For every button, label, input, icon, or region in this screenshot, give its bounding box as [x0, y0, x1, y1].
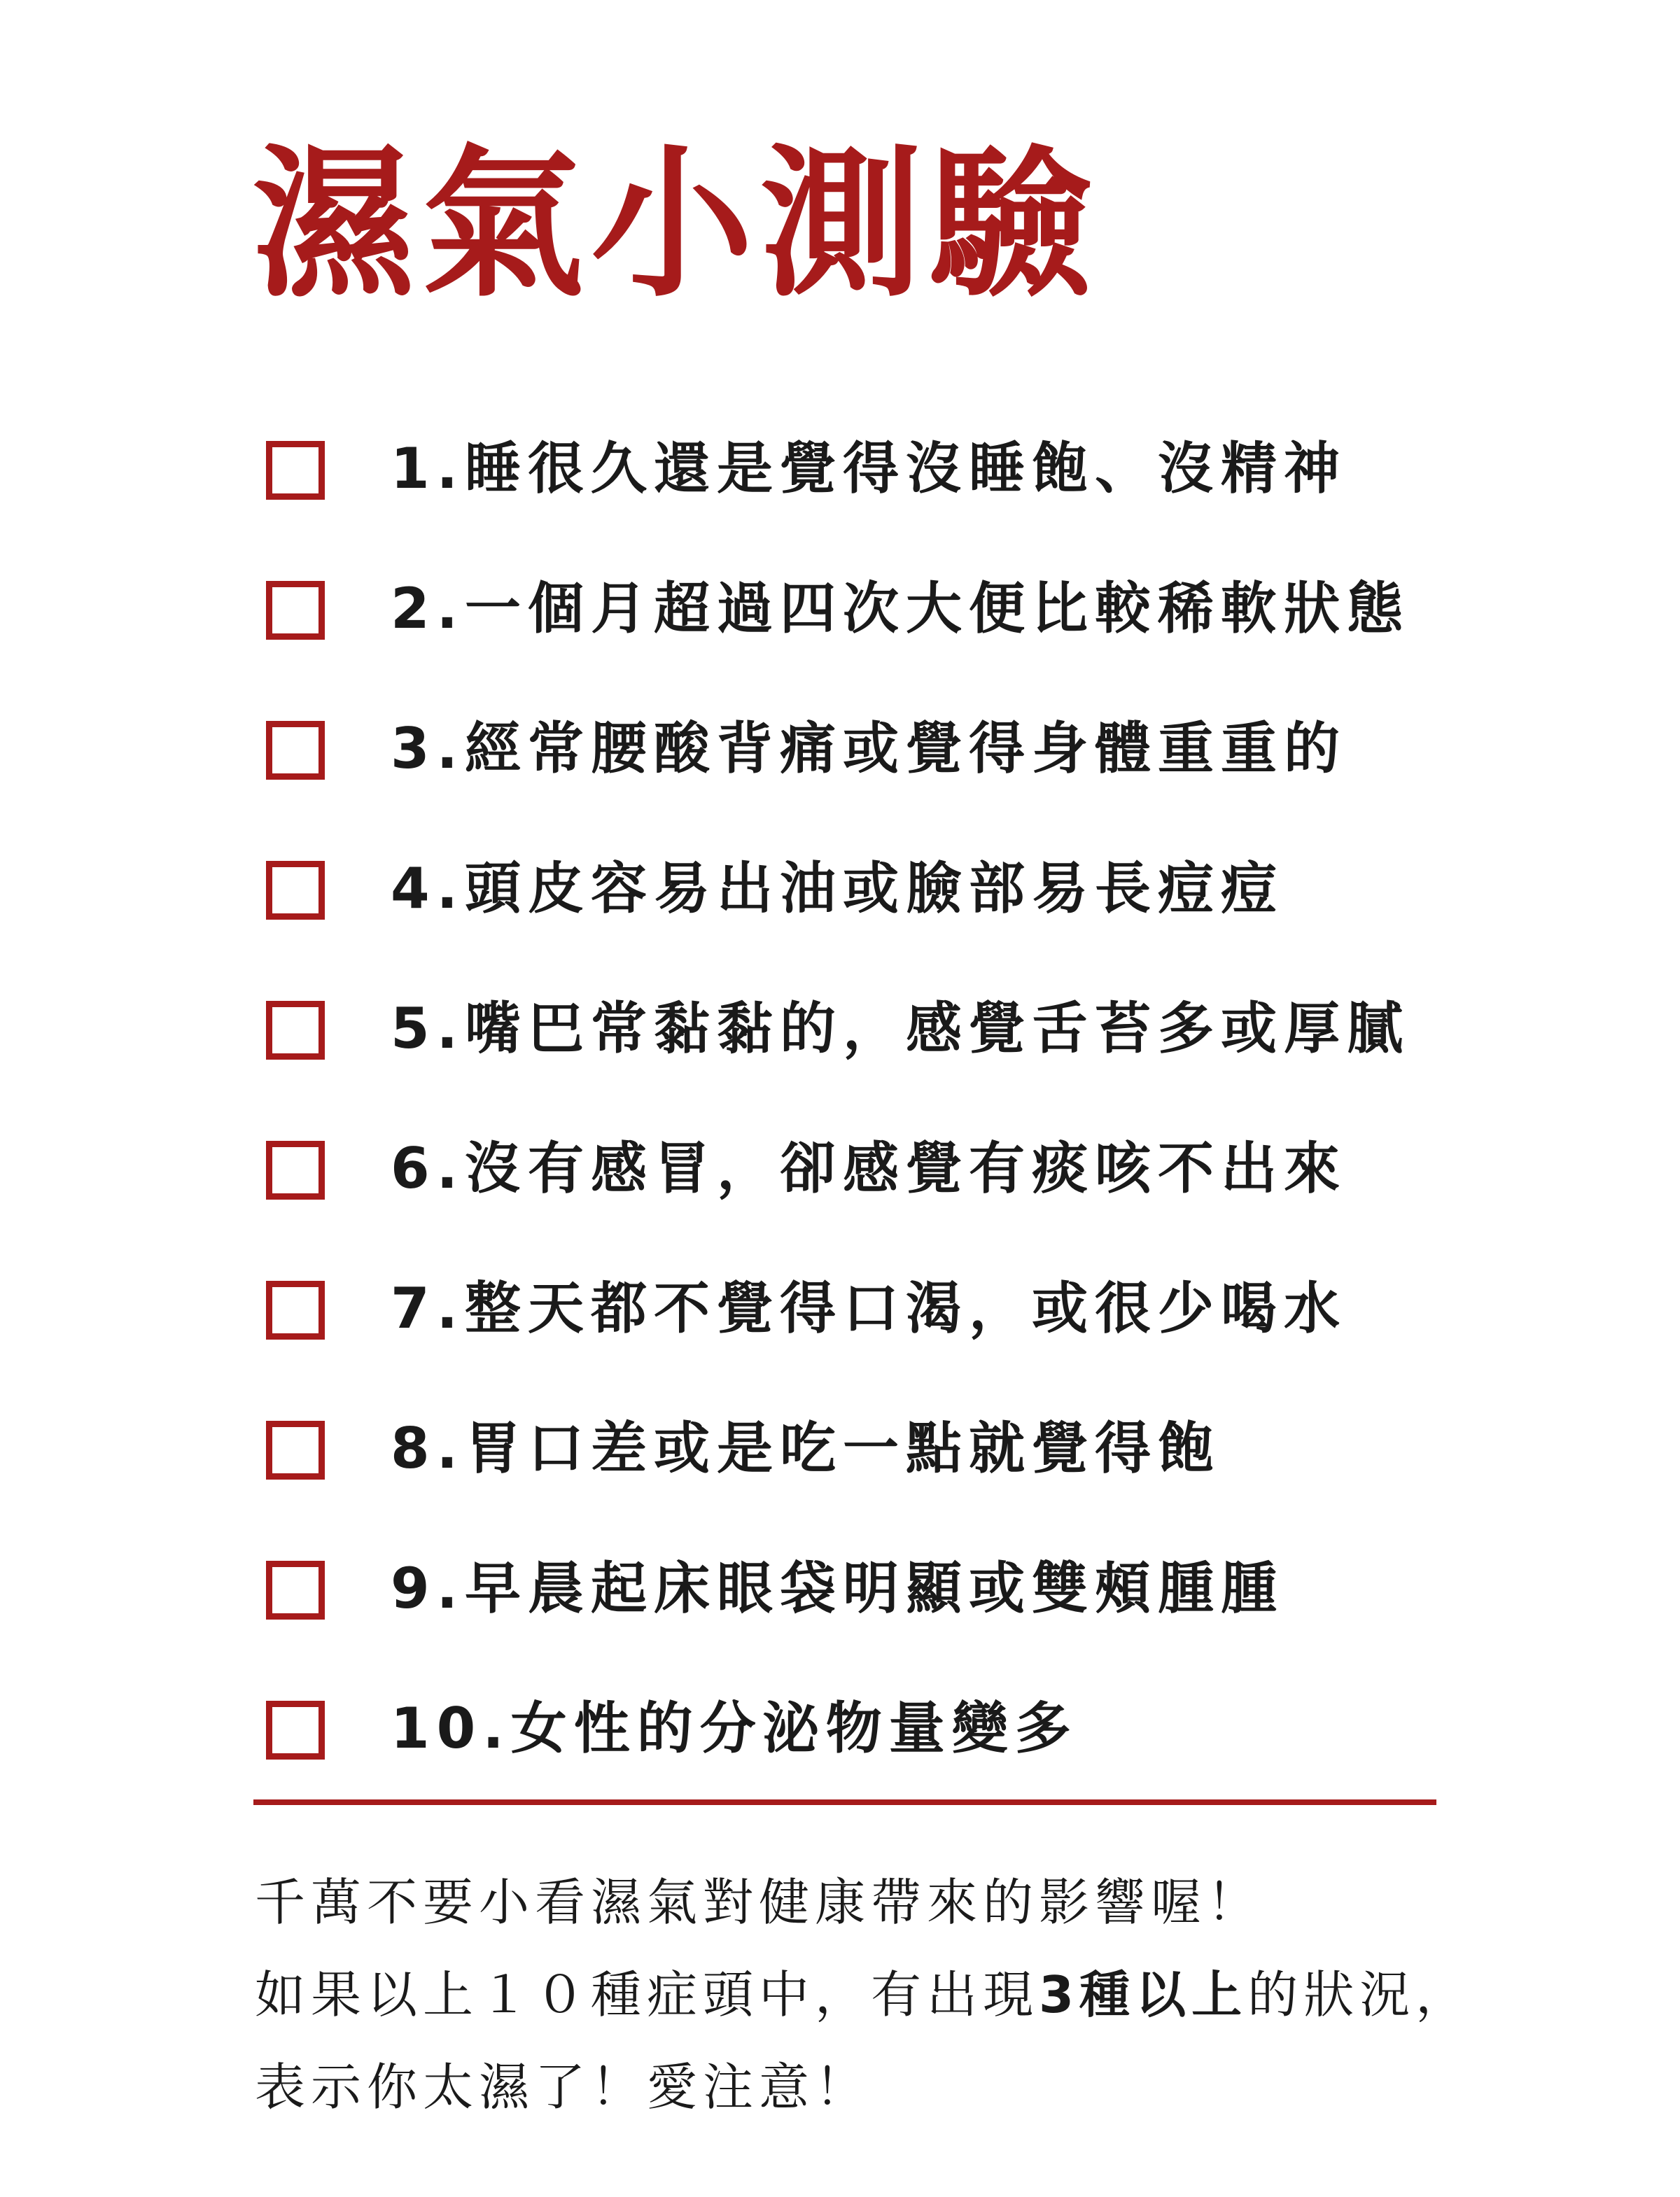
checklist-item-label: 5.嘴巴常黏黏的，感覺舌苔多或厚膩 [391, 996, 1410, 1061]
checkbox[interactable] [266, 581, 325, 640]
checkbox[interactable] [266, 1141, 325, 1200]
checklist-item[interactable] [266, 959, 1491, 1099]
note-emphasis: 3種以上 [1039, 1965, 1248, 2024]
note-line-3: 表示你太濕了！愛注意！ [255, 2058, 872, 2117]
checkbox[interactable] [266, 1421, 325, 1480]
checklist-item-label: 6.沒有感冒，卻感覺有痰咳不出來 [391, 1136, 1348, 1201]
checklist-item[interactable] [266, 819, 1491, 959]
checkbox[interactable] [266, 721, 325, 780]
checkbox[interactable] [266, 1701, 325, 1760]
checklist-item-label: 8.胃口差或是吃一點就覺得飽 [391, 1416, 1222, 1481]
checkbox[interactable] [266, 861, 325, 920]
checklist-item-label: 1.睡很久還是覺得沒睡飽、沒精神 [391, 436, 1348, 501]
checkbox[interactable] [266, 1001, 325, 1060]
note-line-2-prefix: 如果以上１０種症頭中，有出現 [255, 1965, 1040, 2024]
symptom-checklist [266, 399, 1491, 1799]
checklist-item[interactable] [266, 679, 1491, 819]
checklist-item[interactable] [266, 399, 1491, 539]
checklist-item-label: 9.早晨起床眼袋明顯或雙頰腫腫 [391, 1556, 1284, 1621]
note-line-2 [255, 1949, 1471, 2041]
checklist-item[interactable] [266, 1099, 1491, 1239]
checklist-item-label: 2.一個月超過四次大便比較稀軟狀態 [391, 576, 1410, 641]
checkbox[interactable] [266, 1561, 325, 1620]
checklist-item[interactable] [266, 539, 1491, 679]
checklist-item[interactable] [266, 1519, 1491, 1659]
checkbox[interactable] [266, 1281, 325, 1340]
checklist-item[interactable] [266, 1239, 1491, 1379]
checklist-item-label: 7.整天都不覺得口渴，或很少喝水 [391, 1276, 1348, 1341]
note-line-2-suffix: 的狀況， [1247, 1965, 1472, 2024]
divider [253, 1799, 1436, 1805]
checklist-item[interactable] [266, 1659, 1491, 1799]
checkbox[interactable] [266, 441, 325, 500]
checklist-item-label: 10.女性的分泌物量變多 [391, 1696, 1078, 1761]
page-title: 濕氣小測驗 [252, 128, 1100, 319]
checklist-item[interactable] [266, 1379, 1491, 1519]
note-line-1: 千萬不要小看濕氣對健康帶來的影響喔！ [255, 1873, 1264, 1932]
checklist-item-label: 4.頭皮容易出油或臉部易長痘痘 [391, 856, 1284, 921]
conclusion-note [255, 1856, 1471, 2133]
checklist-item-label: 3.經常腰酸背痛或覺得身體重重的 [391, 716, 1348, 781]
